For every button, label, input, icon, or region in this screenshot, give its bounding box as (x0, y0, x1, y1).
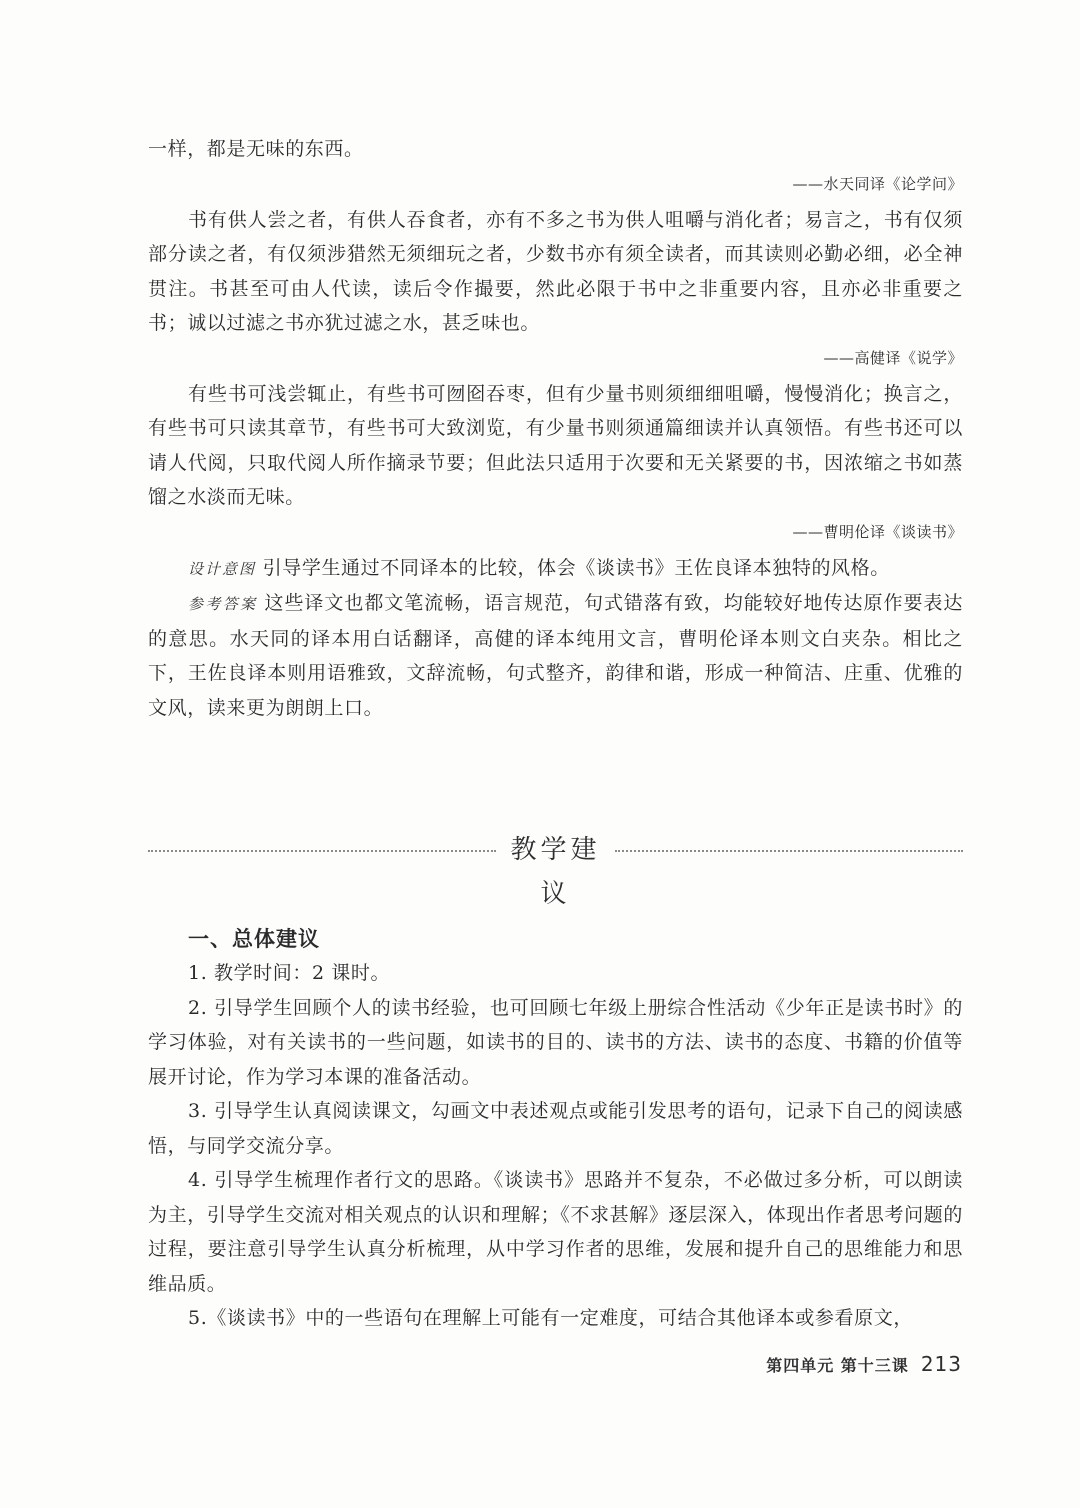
suggestion-item: 3. 引导学生认真阅读课文，勾画文中表述观点或能引发思考的语句，记录下自己的阅读感悟，与同学交流分享。 (148, 1100, 963, 1157)
general-suggestions-heading: 一、总体建议 (188, 927, 320, 951)
translation-gao-jian: 书有供人尝之者，有供人吞食者，亦有不多之书为供人咀嚼与消化者；易言之，书有仅须部分读之者，有仅须涉猎然无须细玩之者，少数书亦有须全读者，而其读则必勤必细，必全神贯注。书甚至可由人代读，读后令作撮要，然此必限于书中之非重要内容，且亦必非重要之书；诚以过滤之书亦犹过滤之水，甚乏味也。 (148, 208, 963, 334)
section-title: 教学建议 (510, 835, 601, 909)
design-intent-label: 设计意图 (188, 559, 257, 578)
translation-cao-minglun: 有些书可浅尝辄止，有些书可囫囵吞枣，但有少量书则须细细咀嚼，慢慢消化；换言之，有些书可只读其章节，有些书可大致浏览，有少量书则须通篇细读并认真领悟。有些书还可以请人代阅，只取代阅人所作摘录节要；但此法只适用于次要和无关紧要的书，因浓缩之书如蒸馏之水淡而无味。 (148, 382, 963, 508)
design-intent-paragraph (148, 551, 963, 587)
page-footer (766, 1352, 962, 1376)
attribution-gao-jian: ——高健译《说学》 (823, 348, 963, 367)
suggestion-item: 4. 引导学生梳理作者行文的思路。《谈读书》思路并不复杂，不必做过多分析，可以朗读为主，引导学生交流对相关观点的认识和理解；《不求甚解》逐层深入，体现出作者思考问题的过程，要注意引导学生认真分析梳理，从中学习作者的思维，发展和提升自己的思维能力和思维品质。 (148, 1169, 963, 1295)
divider-dotted-line-left (148, 850, 496, 852)
footer-unit-lesson: 第四单元 第十三课 (766, 1356, 909, 1375)
translation-comparison-section (148, 132, 963, 725)
suggestion-item: 1. 教学时间：2 课时。 (188, 962, 391, 984)
suggestion-item: 5.《谈读书》中的一些语句在理解上可能有一定难度，可结合其他译本或参看原文， (188, 1307, 913, 1329)
general-suggestions-section (148, 922, 963, 1336)
reference-answer-paragraph (148, 586, 963, 725)
reference-answer-label: 参考答案 (188, 595, 258, 613)
divider-dotted-line-right (615, 850, 963, 852)
design-intent-text: 引导学生通过不同译本的比较，体会《谈读书》王佐良译本独特的风格。 (262, 556, 890, 579)
attribution-cao-minglun: ——曹明伦译《谈读书》 (792, 522, 963, 541)
suggestion-item: 2. 引导学生回顾个人的读书经验，也可回顾七年级上册综合性活动《少年正是读书时》的学习体验，对有关读书的一些问题，如读书的目的、读书的方法、读书的态度、书籍的价值等展开讨论，作为学习本课的准备活动。 (148, 996, 963, 1088)
reference-answer-text: 这些译文也都文笔流畅，语言规范，句式错落有致，均能较好地传达原作要表达的意思。水天同的译本用白话翻译，高健的译本纯用文言，曹明伦译本则文白夹杂。相比之下，王佐良译本则用语雅致，文辞流畅，句式整齐，韵律和谐，形成一种简洁、庄重、优雅的文风，读来更为朗朗上口。 (148, 592, 963, 719)
page-number: 213 (920, 1352, 962, 1376)
section-divider (148, 828, 963, 909)
attribution-shui-tiantong: ——水天同译《论学问》 (792, 174, 963, 193)
continuation-text: 一样，都是无味的东西。 (148, 138, 364, 160)
